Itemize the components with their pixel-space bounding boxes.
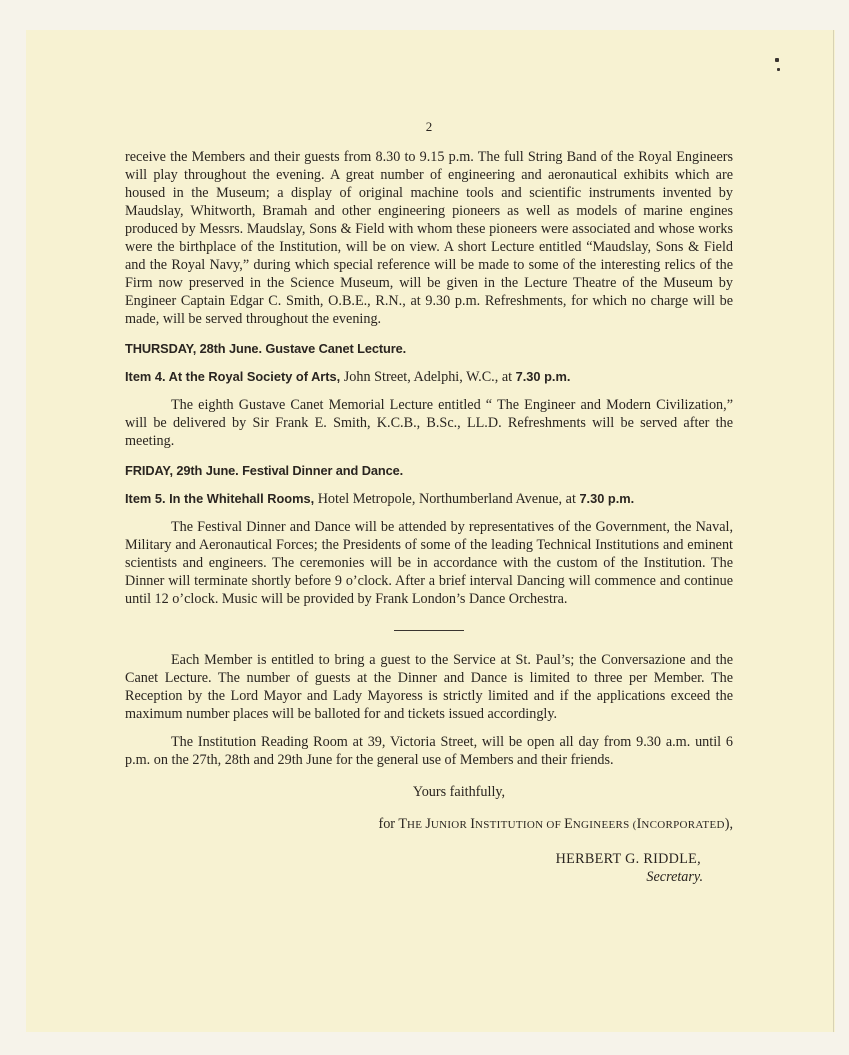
item-5-place: Hotel Metropole, Northumberland Avenue, at [314,491,580,507]
org-name-part: E [564,816,573,832]
org-name-part: I [470,816,475,832]
org-name-part: I [636,816,642,832]
festival-dinner-paragraph: The Festival Dinner and Dance will be attended by representatives of the Government, the Naval, Military and Aeronautical Forces; the Presidents of some of the leading Technical Institutions and eminent scientists and engineers. The ceremonies will be in accordance with the custom of the Institution. The Dinner will terminate shortly before 9 o’clock. After a brief interval Dancing will commence and continue until 12 o’clock. Music will be provided by Frank London’s Dance Orchestra. [125,519,733,607]
org-name-part: NGINEERS ( [572,819,637,831]
org-name-part: NSTITUTION OF [474,819,565,831]
item-4-time: 7.30 p.m. [515,369,571,384]
canet-lecture-paragraph: The eighth Gustave Canet Memorial Lecture entitled “ The Engineer and Modern Civilization,” will be delivered by Sir Frank E. Smith, K.C.B., B.Sc., LL.D. Refreshments will be served after the meeting. [125,397,733,449]
left-margin [0,0,26,1055]
item-4-line [125,368,733,386]
item-5-label: Item 5. In the Whitehall Rooms, [125,491,315,506]
item-5-time: 7.30 p.m. [579,491,635,506]
section-divider [394,630,464,631]
guests-paragraph: Each Member is entitled to bring a guest to the Service at St. Paul’s; the Conversazione and the Canet Lecture. The number of guests at the Dinner and Dance is limited to three per Member. The Reception by the Lord Mayor and Lady Mayoress is strictly limited and if the applications exceed the maximum number places will be balloted for and tickets issued accordingly. [125,652,733,722]
for-organisation-line [125,815,733,834]
org-name-part: ), [724,816,733,832]
bottom-margin [0,1032,849,1055]
org-name-part: UNIOR [430,819,471,831]
ink-speck [777,68,780,71]
signatory-title: Secretary. [646,869,703,885]
conversazione-paragraph: receive the Members and their guests from 8.30 to 9.15 p.m. The full String Band of the Royal Engineers will play throughout the evening. A great number of engineering and aeronautical exhibits which are housed in the Museum; a display of original machine tools and scientific instruments invented by Maudslay, Whitworth, Bramah and other engineering pioneers as well as models of marine engines produced by Messrs. Maudslay, Sons & Field with whom these pioneers were associated and whose works were the birthplace of the Institution, will be on view. A short Lecture entitled “Maudslay, Sons & Field and the Royal Navy,” during which special reference will be made to some of the interesting relics of the Firm now preserved in the Science Museum, will be given in the Lecture Theatre of the Museum by Engineer Captain Edgar C. Smith, O.B.E., R.N., at 9.30 p.m. Refreshments, for which no charge will be made, will be served throughout the evening. [125,149,733,327]
org-name-part: T [398,816,407,832]
thursday-heading: THURSDAY, 28th June. Gustave Canet Lecture. [125,341,407,356]
friday-heading: FRIDAY, 29th June. Festival Dinner and Dance. [125,463,404,478]
page-number: 2 [425,119,433,134]
ink-speck [775,58,779,62]
org-name-part: NCORPORATED [641,819,725,831]
item-5-line [125,490,733,508]
fold-crease [833,30,834,1032]
top-margin [0,0,849,30]
reading-room-paragraph: The Institution Reading Room at 39, Victoria Street, will be open all day from 9.30 a.m. until 6 p.m. on the 27th, 28th and 29th June for the general use of Members and their friends. [125,734,733,768]
item-4-label: Item 4. At the Royal Society of Arts, [125,369,341,384]
right-margin [835,0,849,1055]
for-prefix: for [378,816,399,832]
signatory-name: HERBERT G. RIDDLE, [555,851,701,867]
letter-body [125,118,733,886]
item-4-place: John Street, Adelphi, W.C., at [340,369,516,385]
closing-salutation: Yours faithfully, [412,784,506,800]
org-name-part: J [425,816,431,832]
org-name-part: HE [407,819,426,831]
